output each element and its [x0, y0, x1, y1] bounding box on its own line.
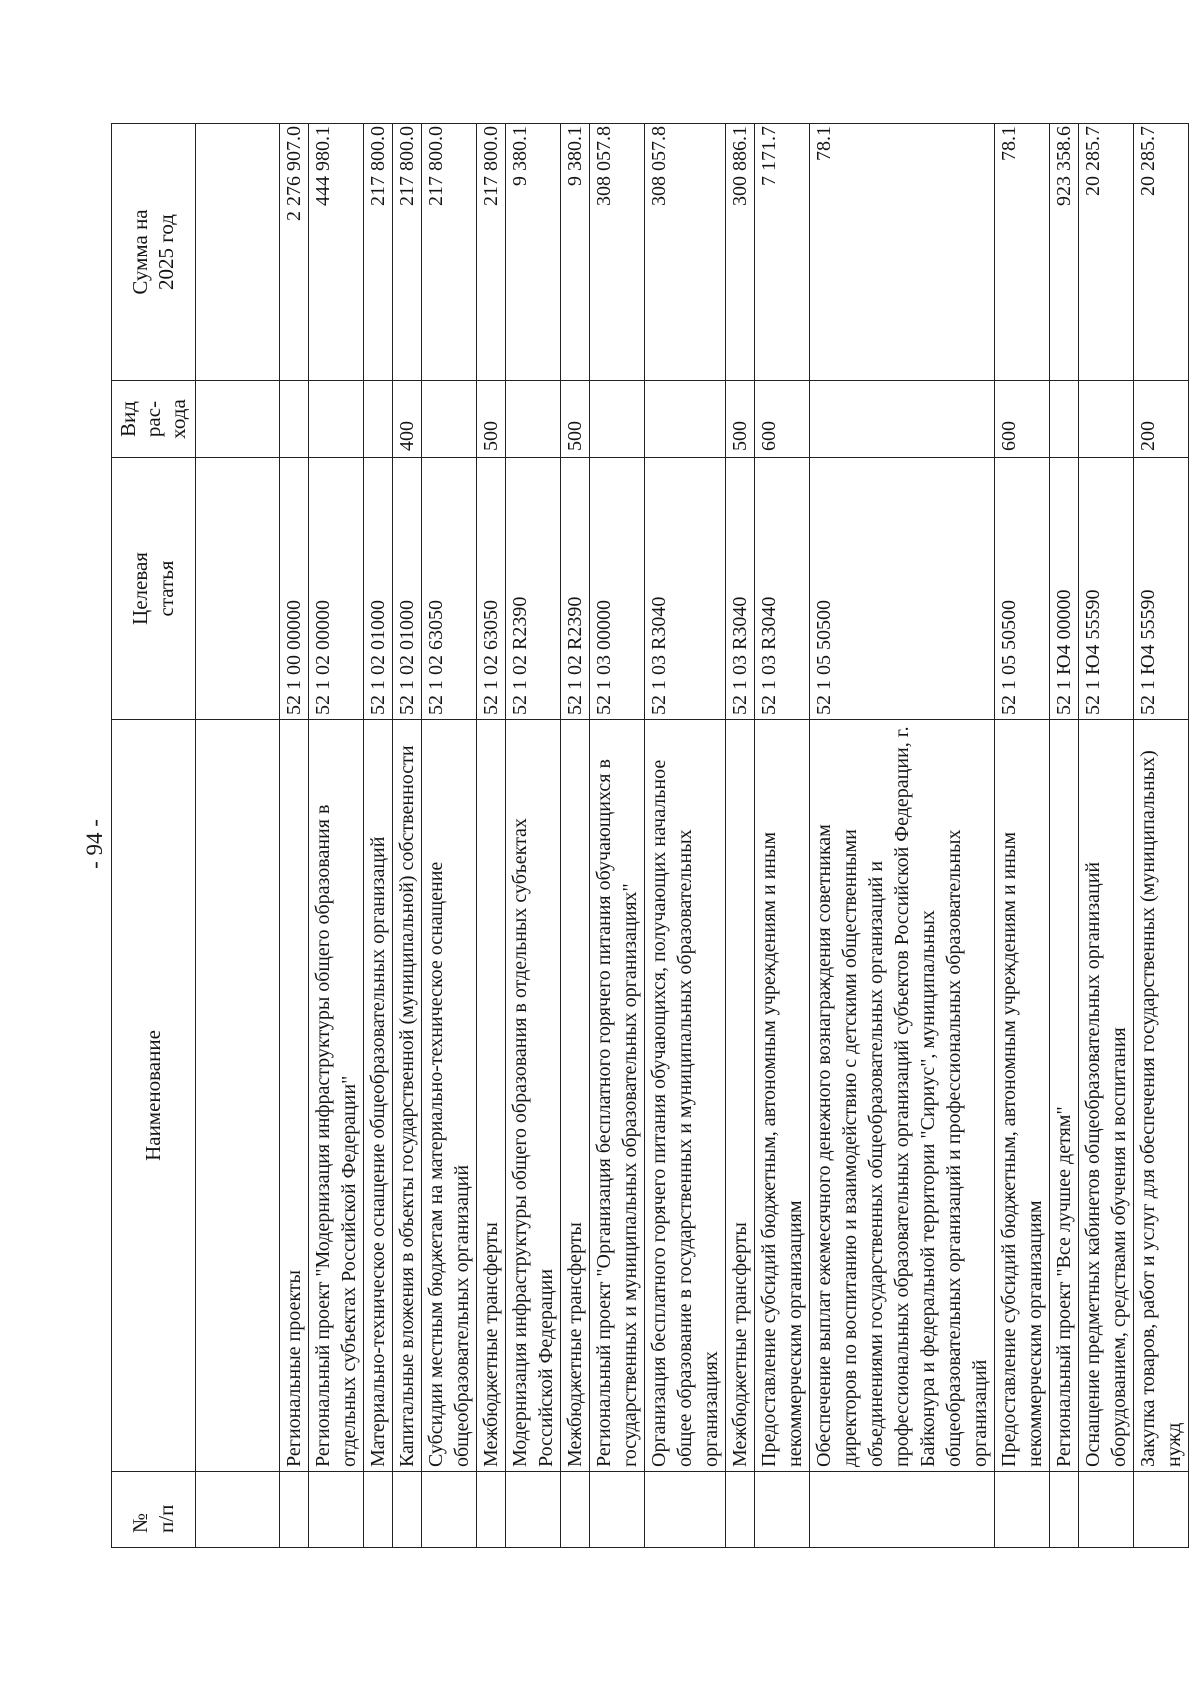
header-num: № п/п: [112, 1472, 196, 1548]
row-sum-cell: 9 380.1: [561, 124, 590, 381]
row-num-cell: [309, 1472, 364, 1548]
row-name-cell: Закупка товаров, работ и услуг для обеспечения государственных (муниципальных) нужд: [1134, 720, 1189, 1472]
spacer-cell: [196, 458, 280, 720]
header-type: Вид рас- хода: [112, 381, 196, 458]
row-num-cell: [477, 1472, 506, 1548]
row-name-cell: Организация бесплатного горячего питания обучающихся, получающих начальное общее образование в государственных и муниципальных образовательных организациях: [645, 720, 726, 1472]
row-num-cell: [995, 1472, 1050, 1548]
row-code-cell: 52 1 03 R3040: [755, 458, 810, 720]
row-sum-cell: 2 276 907.0: [280, 124, 309, 381]
row-sum-cell: 217 800.0: [364, 124, 393, 381]
table-body: [280, 124, 1189, 1548]
row-code-cell: 52 1 Ю4 55590: [1079, 458, 1134, 720]
row-type-cell: [309, 381, 364, 458]
header-spacer-row: [196, 124, 280, 1548]
header-row: [112, 124, 196, 1548]
table-row: [393, 124, 422, 1548]
row-code-cell: 52 1 02 R2390: [506, 458, 561, 720]
row-type-cell: [645, 381, 726, 458]
table-row: [1050, 124, 1079, 1548]
row-name-cell: Материально-техническое оснащение общеобразовательных организаций: [364, 720, 393, 1472]
row-name-cell: Модернизация инфраструктуры общего образования в отдельных субъектах Российской Федерации: [506, 720, 561, 1472]
row-name-cell: Межбюджетные трансферты: [477, 720, 506, 1472]
row-num-cell: [1134, 1472, 1189, 1548]
row-type-cell: [810, 381, 995, 458]
row-name-cell: Региональный проект "Все лучшее детям": [1050, 720, 1079, 1472]
row-code-cell: 52 1 02 63050: [422, 458, 477, 720]
table-row: [645, 124, 726, 1548]
row-code-cell: 52 1 02 63050: [477, 458, 506, 720]
row-type-cell: [422, 381, 477, 458]
row-code-cell: 52 1 02 R2390: [561, 458, 590, 720]
row-type-cell: 200: [1134, 381, 1189, 458]
row-type-cell: 500: [477, 381, 506, 458]
row-type-cell: 500: [561, 381, 590, 458]
row-num-cell: [726, 1472, 755, 1548]
row-code-cell: 52 1 00 00000: [280, 458, 309, 720]
row-sum-cell: 7 171.7: [755, 124, 810, 381]
row-sum-cell: 78.1: [810, 124, 995, 381]
row-type-cell: 400: [393, 381, 422, 458]
spacer-cell: [196, 381, 280, 458]
row-name-cell: Субсидии местным бюджетам на материально-техническое оснащение общеобразовательных организаций: [422, 720, 477, 1472]
row-code-cell: 52 1 05 50500: [995, 458, 1050, 720]
row-code-cell: 52 1 02 00000: [309, 458, 364, 720]
row-sum-cell: 217 800.0: [477, 124, 506, 381]
table-row: [309, 124, 364, 1548]
table-header: [112, 124, 280, 1548]
spacer-cell: [196, 124, 280, 381]
header-name: Наименование: [112, 720, 196, 1472]
row-sum-cell: 78.1: [995, 124, 1050, 381]
table-row: [280, 124, 309, 1548]
row-num-cell: [1050, 1472, 1079, 1548]
row-name-cell: Межбюджетные трансферты: [726, 720, 755, 1472]
row-type-cell: [364, 381, 393, 458]
row-sum-cell: 923 358.6: [1050, 124, 1079, 381]
row-num-cell: [506, 1472, 561, 1548]
row-num-cell: [422, 1472, 477, 1548]
row-type-cell: [506, 381, 561, 458]
row-name-cell: Капитальные вложения в объекты государственной (муниципальной) собственности: [393, 720, 422, 1472]
row-sum-cell: 217 800.0: [422, 124, 477, 381]
row-code-cell: 52 1 Ю4 55590: [1134, 458, 1189, 720]
row-name-cell: Межбюджетные трансферты: [561, 720, 590, 1472]
table-row: [506, 124, 561, 1548]
row-type-cell: [1079, 381, 1134, 458]
row-type-cell: 600: [755, 381, 810, 458]
row-type-cell: [280, 381, 309, 458]
row-type-cell: [590, 381, 645, 458]
row-type-cell: [1050, 381, 1079, 458]
row-code-cell: 52 1 05 50500: [810, 458, 995, 720]
table-row: [590, 124, 645, 1548]
row-num-cell: [590, 1472, 645, 1548]
row-name-cell: Предоставление субсидий бюджетным, автономным учреждениям и иным некоммерческим организациям: [995, 720, 1050, 1472]
row-sum-cell: 20 285.7: [1134, 124, 1189, 381]
row-num-cell: [280, 1472, 309, 1548]
row-num-cell: [645, 1472, 726, 1548]
spacer-cell: [196, 720, 280, 1472]
table-row: [995, 124, 1050, 1548]
table-row: [477, 124, 506, 1548]
table-row: [422, 124, 477, 1548]
row-num-cell: [364, 1472, 393, 1548]
row-name-cell: Предоставление субсидий бюджетным, автономным учреждениям и иным некоммерческим организациям: [755, 720, 810, 1472]
row-code-cell: 52 1 03 00000: [590, 458, 645, 720]
table-row: [561, 124, 590, 1548]
page-number: - 94 -: [82, 819, 107, 869]
row-code-cell: 52 1 03 R3040: [726, 458, 755, 720]
row-num-cell: [755, 1472, 810, 1548]
table-row: [1079, 124, 1134, 1548]
table-row: [810, 124, 995, 1548]
row-sum-cell: 20 285.7: [1079, 124, 1134, 381]
row-sum-cell: 217 800.0: [393, 124, 422, 381]
row-code-cell: 52 1 02 01000: [393, 458, 422, 720]
row-type-cell: 600: [995, 381, 1050, 458]
budget-table: [111, 123, 1189, 1548]
rotated-table-container: [111, 124, 1185, 1548]
table-row: [726, 124, 755, 1548]
table-row: [364, 124, 393, 1548]
row-code-cell: 52 1 03 R3040: [645, 458, 726, 720]
row-sum-cell: 9 380.1: [506, 124, 561, 381]
table-row: [755, 124, 810, 1548]
row-name-cell: Обеспечение выплат ежемесячного денежного вознаграждения советникам директоров по воспитанию и взаимодействию с детскими общественными объединениями государственных общеобразовательных организаций и профессиональных образовательных организаций субъектов Российской Федерации, г. Байконура и федеральной территории "Сириус", муниципальных общеобразовательных организаций и профессиональных образовательных организаций: [810, 720, 995, 1472]
row-code-cell: 52 1 02 01000: [364, 458, 393, 720]
row-sum-cell: 308 057.8: [590, 124, 645, 381]
row-num-cell: [561, 1472, 590, 1548]
row-num-cell: [1079, 1472, 1134, 1548]
table-row: [1134, 124, 1189, 1548]
row-name-cell: Оснащение предметных кабинетов общеобразовательных организаций оборудованием, средствами обучения и воспитания: [1079, 720, 1134, 1472]
header-code: Целевая статья: [112, 458, 196, 720]
row-sum-cell: 308 057.8: [645, 124, 726, 381]
row-sum-cell: 444 980.1: [309, 124, 364, 381]
row-name-cell: Региональный проект "Модернизация инфраструктуры общего образования в отдельных субъектах Российской Федерации": [309, 720, 364, 1472]
row-num-cell: [393, 1472, 422, 1548]
row-num-cell: [810, 1472, 995, 1548]
header-sum: Сумма на 2025 год: [112, 124, 196, 381]
row-type-cell: 500: [726, 381, 755, 458]
row-name-cell: Региональный проект "Организация бесплатного горячего питания обучающихся в государственных и муниципальных образовательных организациях": [590, 720, 645, 1472]
row-sum-cell: 300 886.1: [726, 124, 755, 381]
row-code-cell: 52 1 Ю4 00000: [1050, 458, 1079, 720]
row-name-cell: Региональные проекты: [280, 720, 309, 1472]
spacer-cell: [196, 1472, 280, 1548]
